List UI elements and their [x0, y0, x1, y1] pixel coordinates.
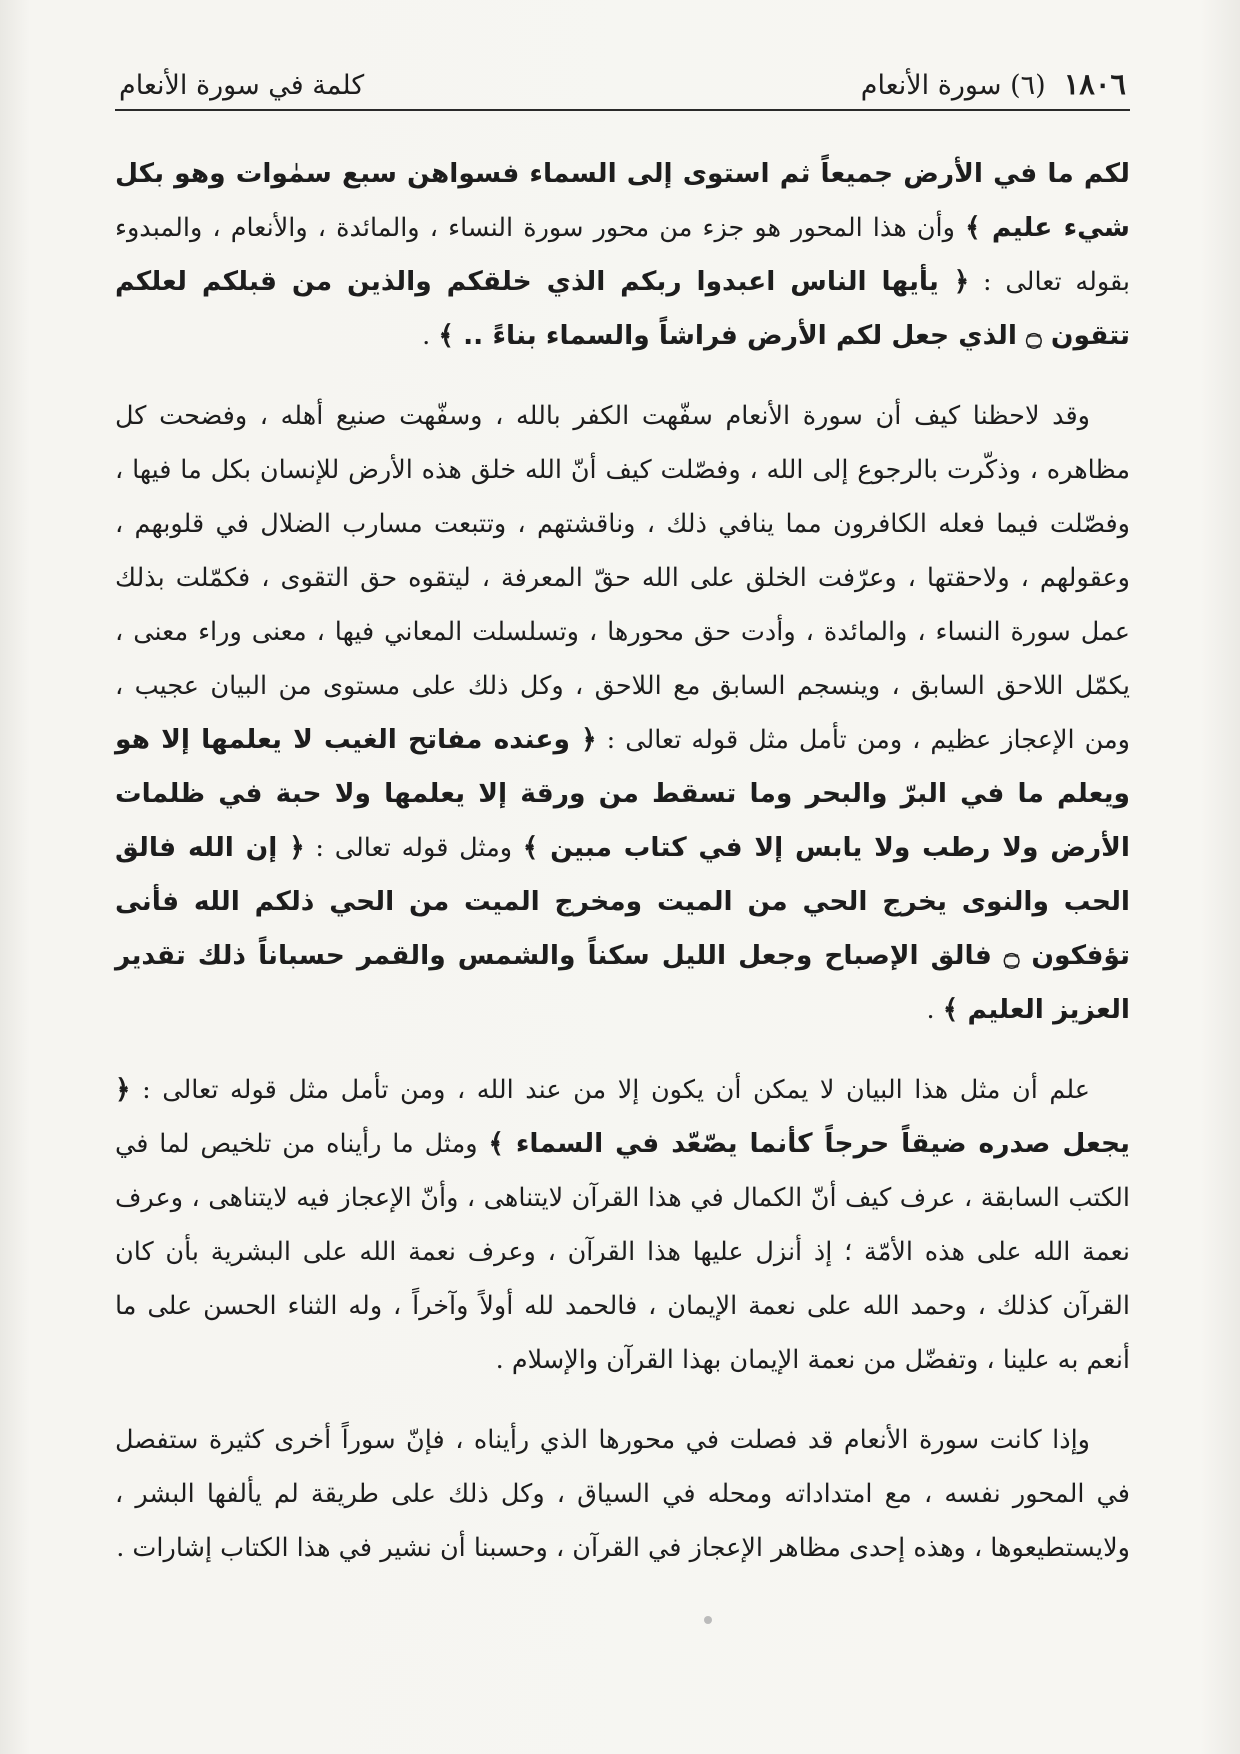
body-text: وقد لاحظنا كيف أن سورة الأنعام سفّهت الكفر بالله ، وسفّهت صنيع أهله ، وفضحت كل مظاهره ، وذكّرت بالرجوع إلى الله ، وفصّلت كيف أنّ الله خلق هذه الأرض للإنسان بكل ما فيها ، وفصّلت فيما فعله الكافرون مما ينافي ذلك ، وناقشتهم ، وتتبعت مسارب الضلال في قلوبهم ، وعقولهم ، ولاحقتها ، وعرّفت الخلق على الله حقّ المعرفة ، ليتقوه حق التقوى ، فكمّلت بذلك عمل سورة النساء ، والمائدة ، وأدت حق محورها ، وتسلسلت المعاني فيها ، معنى وراء معنى ، يكمّل اللاحق السابق ، وينسجم السابق مع اللاحق ، وكل ذلك على مستوى من البيان عجيب ، ومن الإعجاز عظيم ، ومن تأمل مثل قوله تعالى : [115, 401, 1130, 755]
quran-quote: ﴿ يأيها الناس اعبدوا ربكم الذي خلقكم والذين من قبلكم لعلكم تتقون ۝ الذي جعل لكم الأرض فراشاً والسماء بناءً .. ﴾ [115, 266, 1130, 351]
surah-label: (٦) سورة الأنعام [860, 70, 1046, 101]
page-body [115, 147, 1130, 1575]
quran-quote: ﴿ يجعل صدره ضيقاً حرجاً كأنما يصّعّد في السماء ﴾ [115, 1074, 1130, 1159]
paragraph-4 [115, 1413, 1130, 1575]
quran-quote: ﴿ إن الله فالق الحب والنوى يخرج الحي من الميت ومخرج الميت من الحي ذلكم الله فأنى تؤفكون ۝ فالق الإصباح وجعل الليل سكناً والشمس والقمر حسباناً ذلك تقدير العزيز العليم ﴾ [115, 832, 1130, 1025]
paragraph-2 [115, 389, 1130, 1037]
quran-quote: ﴿ وعنده مفاتح الغيب لا يعلمها إلا هو ويعلم ما في البرّ والبحر وما تسقط من ورقة إلا يعلمها ولا حبة في ظلمات الأرض ولا رطب ولا يابس إلا في كتاب مبين ﴾ [115, 724, 1130, 863]
scan-speck [704, 1616, 712, 1624]
section-title: كلمة في سورة الأنعام [119, 70, 365, 101]
quran-quote: لكم ما في الأرض جميعاً ثم استوى إلى السماء فسواهن سبع سمٰوات وهو بكل شيء عليم ﴾ [115, 158, 1130, 243]
page-number: ١٨٠٦ [1063, 67, 1126, 101]
body-text: . [926, 995, 943, 1025]
paragraph-3 [115, 1063, 1130, 1387]
body-text: وأن هذا المحور هو جزء من محور سورة النساء ، والمائدة ، والأنعام ، والمبدوء بقوله تعالى : [115, 213, 1131, 297]
paragraph-1 [115, 147, 1130, 363]
body-text: علم أن مثل هذا البيان لا يمكن أن يكون إلا من عند الله ، ومن تأمل مثل قوله تعالى : [130, 1075, 1090, 1105]
header-page-info [861, 67, 1126, 101]
body-text: . [422, 321, 439, 351]
running-header [115, 55, 1130, 111]
body-text: وإذا كانت سورة الأنعام قد فصلت في محورها الذي رأيناه ، فإنّ سوراً أخرى كثيرة ستفصل في المحور نفسه ، مع امتداداته ومحله في السياق ، وكل ذلك على طريقة لم يألفها البشر ، ولايستطيعوها ، وهذه إحدى مظاهر الإعجاز في القرآن ، وحسبنا أن نشير في هذا الكتاب إشارات . [115, 1425, 1130, 1563]
body-text: ومثل ما رأيناه من تلخيص لما في الكتب السابقة ، عرف كيف أنّ الكمال في هذا القرآن لايتناهى ، وأنّ الإعجاز فيه لايتناهى ، وعرف نعمة الله على هذه الأمّة ؛ إذ أنزل عليها هذا القرآن ، وعرف نعمة الله على البشرية بأن كان القرآن كذلك ، وحمد الله على نعمة الإيمان ، فالحمد لله أولاً وآخراً ، وله الثناء الحسن على ما أنعم به علينا ، وتفضّل من نعمة الإيمان بهذا القرآن والإسلام . [115, 1129, 1130, 1375]
body-text: ومثل قوله تعالى : [304, 833, 523, 863]
